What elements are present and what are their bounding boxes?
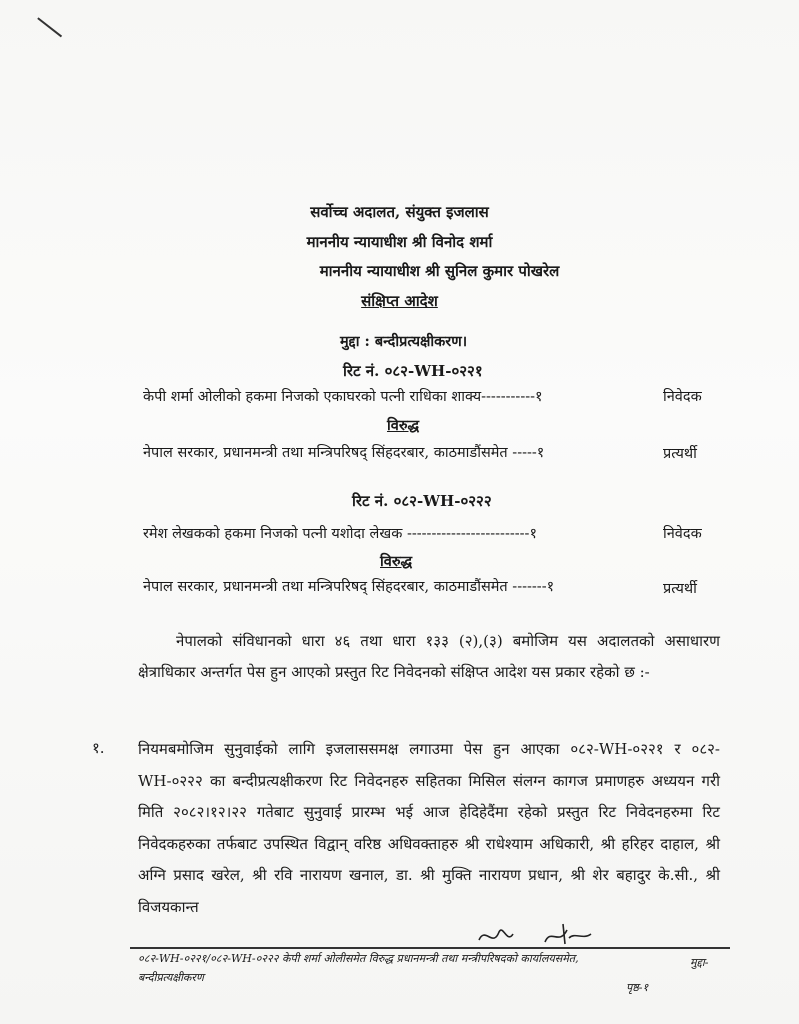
intro-paragraph: नेपालको संविधानको धारा ४६ तथा धारा १३३ (२),(३) बमोजिम यस अदालतको असाधारण क्षेत्राधिकार अन्तर्गत पेस हुन आएको प्रस्तुत रिट निवेदनको संक्षिप्त आदेश यस प्रकार रहेको छ :- [138, 632, 720, 681]
point-number: १. [92, 739, 105, 757]
judge-name-2: माननीय न्यायाधीश श्री सुनिल कुमार पोखरेल [319, 262, 560, 280]
point-paragraph: नियमबमोजिम सुनुवाईको लागि इजलाससमक्ष लगाउमा पेस हुन आएका ०८२-WH-०२२१ र ०८२-WH-०२२२ का बन्दीप्रत्यक्षीकरण रिट निवेदनहरु सहितका मिसिल संलग्न कागज प्रमाणहरु अध्ययन गरी मिति २०८२।१२।२२ गतेबाट सुनुवाई प्रारम्भ भई आज हेदिहेदैंमा रहेको प्रस्तुत रिट निवेदनहरुमा रिट निवेदकहरुका तर्फबाट उपस्थित विद्वान् वरिष्ठ अधिवक्ताहरु श्री राधेश्याम अधिकारी, श्री हरिहर दाहाल, श्री अग्नि प्रसाद खरेल, श्री रवि नारायण खनाल, डा. श्री मुक्ति नारायण प्रधान, श्री शेर बहादुर के.सी., श्री विजयकान्त [138, 740, 720, 916]
footer-case-title: ०८२-WH-०२२१/०८२-WH-०२२२ केपी शर्मा ओलीसमेत विरुद्ध प्रधानमन्त्री तथा मन्त्रीपरिषदको कार्यालयसमेत, [138, 952, 579, 965]
writ1-petitioner-role: निवेदक [663, 389, 702, 405]
writ2-petitioner-role: निवेदक [663, 526, 702, 542]
page-number: पृष्ठ-१ [626, 981, 649, 994]
judge-name-1: माननीय न्यायाधीश श्री विनोद शर्मा [306, 233, 493, 251]
writ1-number: रिट नं. ०८२-WH-०२२१ [343, 362, 483, 380]
court-name: सर्वोच्च अदालत, संयुक्त इजलास [310, 203, 489, 221]
writ1-versus: विरुद्ध [387, 417, 420, 434]
writ1-respondent: नेपाल सरकार, प्रधानमन्त्री तथा मन्त्रिपरिषद् सिंहदरबार, काठमाडौंसमेत -----१ [143, 445, 545, 461]
signature-marks [475, 918, 595, 950]
footer-rule [130, 947, 730, 949]
footer-subject-label: मुद्दा- [690, 956, 709, 969]
scan-corner-mark [37, 0, 75, 37]
writ2-versus: विरुद्ध [380, 553, 413, 570]
order-title: संक्षिप्त आदेश [361, 292, 438, 310]
writ1-respondent-role: प्रत्यर्थी [663, 446, 697, 462]
writ2-number: रिट नं. ०८२-WH-०२२२ [352, 492, 492, 510]
footer-subject: बन्दीप्रत्यक्षीकरण [138, 971, 204, 984]
writ1-petitioner: केपी शर्मा ओलीको हकमा निजको एकाघरको पत्नी राधिका शाक्य-----------१ [143, 389, 543, 405]
case-subject: मुद्दा : बन्दीप्रत्यक्षीकरण। [340, 333, 468, 350]
writ2-petitioner: रमेश लेखकको हकमा निजको पत्नी यशोदा लेखक -------------------------१ [143, 526, 537, 542]
writ2-respondent: नेपाल सरकार, प्रधानमन्त्री तथा मन्त्रिपरिषद् सिंहदरबार, काठमाडौंसमेत -------१ [143, 579, 555, 595]
writ2-respondent-role: प्रत्यर्थी [663, 581, 697, 597]
